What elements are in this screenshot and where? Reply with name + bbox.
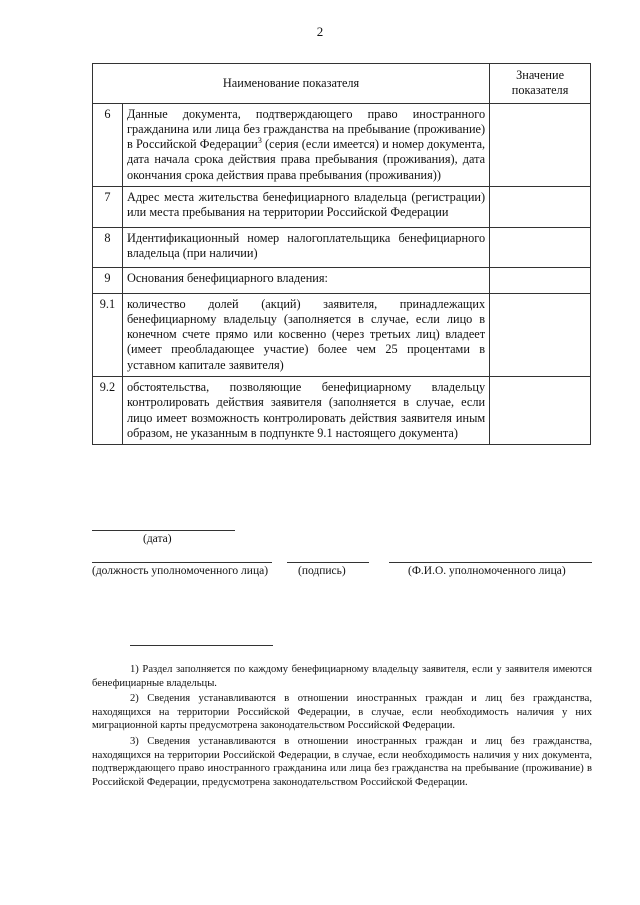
row-number: 6 bbox=[93, 103, 123, 186]
footnote-item: 3) Сведения устанавливаются в отношении иностранных граждан и лиц без гражданства, находящихся на территории Российской Федерации, в случае, если необходимость наличия у них документа, подтверждающего право иностранного гражданина или лица без гражданства на пребывание (проживание) в Российской Федерации, предусмотрена законодательством Российской Федерации. bbox=[92, 735, 592, 788]
row-number: 9.1 bbox=[93, 293, 123, 376]
position-line[interactable] bbox=[92, 562, 272, 563]
row-indicator-name: обстоятельства, позволяющие бенефициарному владельцу контролировать действия заявителя (заполняется в случае, если лицо имеет возможность контролировать действия заявителя иным образом, не указанным в подпункте 9.1 настоящего документа) bbox=[122, 377, 489, 445]
footnote-separator bbox=[130, 645, 273, 646]
row-indicator-name: Идентификационный номер налогоплательщика бенефициарного владельца (при наличии) bbox=[122, 227, 489, 268]
row-indicator-name: Адрес места жительства бенефициарного владельца (регистрации) или места пребывания на территории Российской Федерации bbox=[122, 187, 489, 228]
row-value-cell[interactable] bbox=[490, 293, 591, 376]
row-text-part: (серия (если имеется) и номер документа, дата начала срока действия права пребывания (проживания), дата окончания срока действия права пребывания (проживания)) bbox=[126, 137, 486, 182]
row-number: 9 bbox=[93, 268, 123, 293]
footnote-marker: 3 bbox=[257, 136, 262, 146]
full-name-caption: (Ф.И.О. уполномоченного лица) bbox=[408, 565, 566, 577]
row-indicator-name bbox=[122, 103, 489, 186]
row-value-cell[interactable] bbox=[490, 187, 591, 228]
date-line[interactable] bbox=[92, 530, 235, 531]
full-name-line[interactable] bbox=[389, 562, 592, 563]
position-caption: (должность уполномоченного лица) bbox=[92, 565, 269, 577]
table-row bbox=[93, 377, 591, 445]
row-value-cell[interactable] bbox=[490, 268, 591, 293]
signature-line[interactable] bbox=[287, 562, 369, 563]
row-indicator-name: количество долей (акций) заявителя, принадлежащих бенефициарному владельцу (заполняется в случае, если лицо в конечном счете прямо или косвенно (через третьих лиц) владеет (имеет преобладающее участие) более чем 25 процентами в уставном капитале заявителя) bbox=[122, 293, 489, 376]
row-indicator-name: Основания бенефициарного владения: bbox=[122, 268, 489, 293]
header-indicator-value: Значение показателя bbox=[490, 64, 591, 104]
table-row bbox=[93, 293, 591, 376]
row-number: 8 bbox=[93, 227, 123, 268]
row-number: 9.2 bbox=[93, 377, 123, 445]
table-header-row bbox=[93, 64, 591, 104]
footnote-item: 2) Сведения устанавливаются в отношении иностранных граждан и лиц без гражданства, находящихся на территории Российской Федерации, в случае, если необходимость наличия у них миграционной карты предусмотрена законодательством Российской Федерации. bbox=[92, 693, 592, 732]
footnote-item: 1) Раздел заполняется по каждому бенефициарному владельцу заявителя, если у заявителя имеются бенефициарные владельцы. bbox=[92, 664, 592, 689]
row-text-part: Данные документа, подтверждающего право иностранного гражданина или лица без гражданства на пребывание (проживание) в Российской Федерации bbox=[126, 106, 486, 152]
table-row bbox=[93, 103, 591, 186]
row-value-cell[interactable] bbox=[490, 227, 591, 268]
footnotes bbox=[92, 663, 592, 791]
header-indicator-name: Наименование показателя bbox=[93, 64, 490, 104]
page-number: 2 bbox=[316, 24, 324, 39]
indicators-table bbox=[92, 63, 591, 445]
table-row bbox=[93, 227, 591, 268]
row-value-cell[interactable] bbox=[490, 103, 591, 186]
row-number: 7 bbox=[93, 187, 123, 228]
signature-caption: (подпись) bbox=[298, 565, 346, 577]
date-caption: (дата) bbox=[143, 533, 172, 545]
row-value-cell[interactable] bbox=[490, 377, 591, 445]
table-row bbox=[93, 187, 591, 228]
table-row bbox=[93, 268, 591, 293]
